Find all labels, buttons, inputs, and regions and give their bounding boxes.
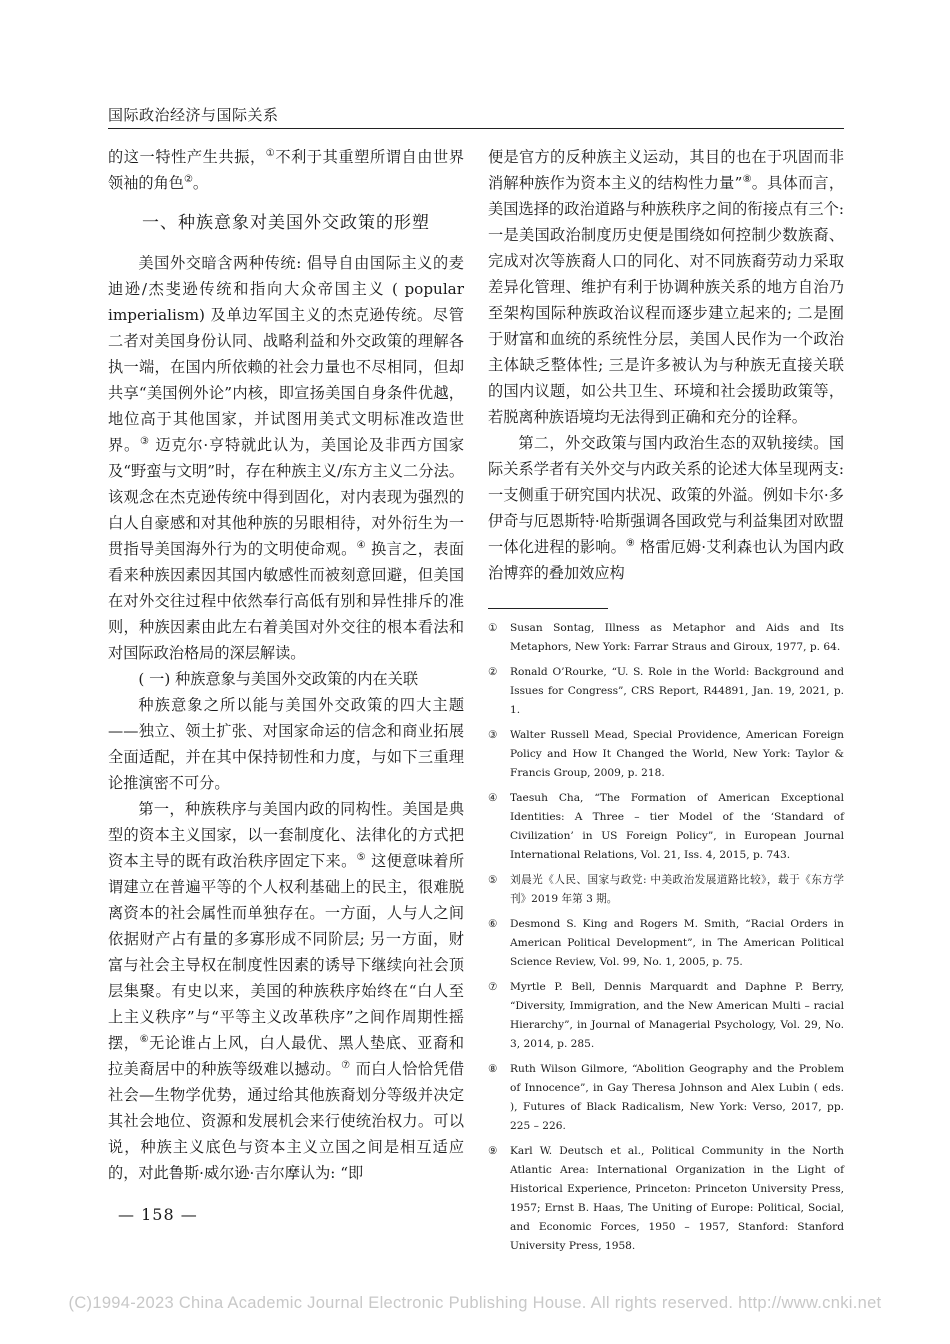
footnote-ref[interactable]: ⑧ xyxy=(742,173,752,185)
footnote: ⑧ Ruth Wilson Gilmore, “Abolition Geography and the Problem of Innocence”, in Gay Theresa Johnson and Alex Lubin ( eds. ), Futures of Black Radicalism, New York: Verso, 2017, pp. 225 – 226. xyxy=(488,1063,844,1132)
footnote: ⑤ 刘晨光《人民、国家与政党: 中美政治发展道路比较》，载于《东方学刊》2019 年第 3 期。 xyxy=(488,874,844,905)
footnote: ⑨ Karl W. Deutsch et al., Political Community in the North Atlantic Area: International Organization in the Light of Historical Experience, Princeton: Princeton University Press, 1957; Ernst B. Haas, The Uniting of Europe: Political, Social, and Economic Forces, 1950 – 1957, Stanford: Stanford University Press, 1958. xyxy=(488,1145,844,1252)
footnotes xyxy=(488,619,844,1256)
footnote-ref[interactable]: ⑨ xyxy=(625,537,636,549)
footnote: ④ Taesuh Cha, “The Formation of American Exceptional Identities: A Three – tier Model of the ‘Standard of Civilization’ in US Foreign Policy”, in European Journal International Relations, Vol. 21, Iss. 4, 2015, p. 743. xyxy=(488,792,844,861)
footnote-ref[interactable]: ⑥ xyxy=(139,1033,150,1045)
paragraph: 第一，种族秩序与美国内政的同构性。美国是典型的资本主义国家，以一套制度化、法律化的方式把资本主导的既有政治秩序固定下来。⑤ 这便意味着所谓建立在普遍平等的个人权利基础上的民主，很难脱离资本的社会属性而单独存在。一方面，人与人之间依据财产占有量的多寡形成不同阶层; 另一方面，财富与社会主导权在制度性因素的诱导下继续向社会顶层集聚。有史以来，美国的种族秩序始终在“白人至上主义秩序”与“平等主义改革秩序”之间作周期性摇摆，⑥无论谁占上风，白人最优、黑人垫底、亚裔和拉美裔居中的种族等级难以撼动。⑦ 而白人恰恰凭借社会—生物学优势，通过给其他族裔划分等级并决定其社会地位、资源和发展机会来行使统治权力。可以说，种族主义底色与资本主义立国之间是相互适应的，对此鲁斯·威尔逊·吉尔摩认为: “即 xyxy=(108,800,465,1182)
left-column xyxy=(108,144,464,1186)
paragraph-continuation: 便是官方的反种族主义运动，其目的也在于巩固而非消解种族作为资本主义的结构性力量”⑧。具体而言，美国选择的政治道路与种族秩序之间的衔接点有三个: 一是美国政治制度历史便是围绕如何控制少数族裔、完成对次等族裔人口的同化、对不同族裔劳动力采取差异化管理、维护有利于协调种族关系的地方自治乃至架构国际种族政治议程而逐步建立起来的; 二是囿于财富和血统的系统性分层，美国人民作为一个政治主体缺乏整体性; 三是许多被认为与种族无直接关联的国内议题，如公共卫生、环境和社会援助政策等，若脱离种族语境均无法得到正确和充分的诠释。 xyxy=(488,148,845,426)
footnote: ③ Walter Russell Mead, Special Providence, American Foreign Policy and How It Changed the World, New York: Taylor & Francis Group, 2009, p. 218. xyxy=(488,729,844,779)
footnote-ref[interactable]: ⑤ xyxy=(356,851,366,863)
footnote: ① Susan Sontag, Illness as Metaphor and Aids and Its Metaphors, New York: Farrar Straus and Giroux, 1977, p. 64. xyxy=(488,622,844,653)
footnote-ref[interactable]: ① xyxy=(265,147,276,159)
right-column xyxy=(488,144,844,1262)
footnote: ⑦ Myrtle P. Bell, Dennis Marquardt and Daphne P. Berry, “Diversity, Immigration, and the New American Multi – racial Hierarchy”, in Journal of Managerial Psychology, Vol. 29, No. 3, 2014, p. 285. xyxy=(488,981,844,1050)
page-number: — 158 — xyxy=(118,1205,198,1224)
section-title: 一、种族意象对美国外交政策的形塑 xyxy=(142,213,430,233)
paragraph: 种族意象之所以能与美国外交政策的四大主题——独立、领土扩张、对国家命运的信念和商业拓展全面适配，并在其中保持韧性和力度，与如下三重理论推演密不可分。 xyxy=(108,696,464,792)
footnote: ⑥ Desmond S. King and Rogers M. Smith, “Racial Orders in American Political Development”, in The American Political Science Review, Vol. 99, No. 1, 2005, p. 75. xyxy=(488,918,844,968)
footnote-ref[interactable]: ⑦ xyxy=(341,1059,351,1071)
footnote-ref[interactable]: ③ xyxy=(139,435,150,447)
footnote-rule xyxy=(488,608,608,609)
copyright-watermark: (C)1994-2023 China Academic Journal Electronic Publishing House. All rights reserved. http://www.cnki.net xyxy=(68,1294,882,1312)
paragraph: 第二，外交政策与国内政治生态的双轨接续。国际关系学者有关外交与内政关系的论述大体呈现两支: 一支侧重于研究国内状况、政策的外溢。例如卡尔·多伊奇与厄恩斯特·哈斯强调各国政党与利益集团对欧盟一体化进程的影响。⑨ 格雷厄姆·艾利森也认为国内政治博弈的叠加效应构 xyxy=(488,434,845,582)
running-head: 国际政治经济与国际关系 xyxy=(108,106,279,124)
paragraph: 美国外交暗含两种传统: 倡导自由国际主义的麦迪逊/杰斐逊传统和指向大众帝国主义 ( popular imperialism) 及单边军国主义的杰克逊传统。尽管二者对美国身份认同、战略利益和外交政策的理解各执一端，在国内所依赖的社会力量也不尽相同，但却共享“美国例外论”内核，即宣扬美国自身条件优越，地位高于其他国家，并试图用美式文明标准改造世界。③ 迈克尔·亨特就此认为，美国论及非西方国家及“野蛮与文明”时，存在种族主义/东方主义二分法。该观念在杰克逊传统中得到固化，对内表现为强烈的白人自豪感和对其他种族的另眼相待，对外衍生为一贯指导美国海外行为的文明使命观。④ 换言之，表面看来种族因素因其国内敏感性而被刻意回避，但美国在对外交往过程中依然奉行高低有别和异性排斥的准则，种族因素由此左右着美国对外交往的根本看法和对国际政治格局的深层解读。 xyxy=(108,254,465,662)
header-rule xyxy=(108,128,844,129)
footnote-ref[interactable]: ④ xyxy=(356,539,366,551)
subsection-title: ( 一) 种族意象与美国外交政策的内在关联 xyxy=(138,670,419,688)
footnote-ref[interactable]: ② xyxy=(183,173,193,185)
footnote: ② Ronald O’Rourke, “U. S. Role in the World: Background and Issues for Congress”, CRS Report, R44891, Jan. 19, 2021, p. 1. xyxy=(488,666,844,716)
paragraph-continuation: 的这一特性产生共振，①不利于其重塑所谓自由世界领袖的角色②。 xyxy=(108,147,465,192)
